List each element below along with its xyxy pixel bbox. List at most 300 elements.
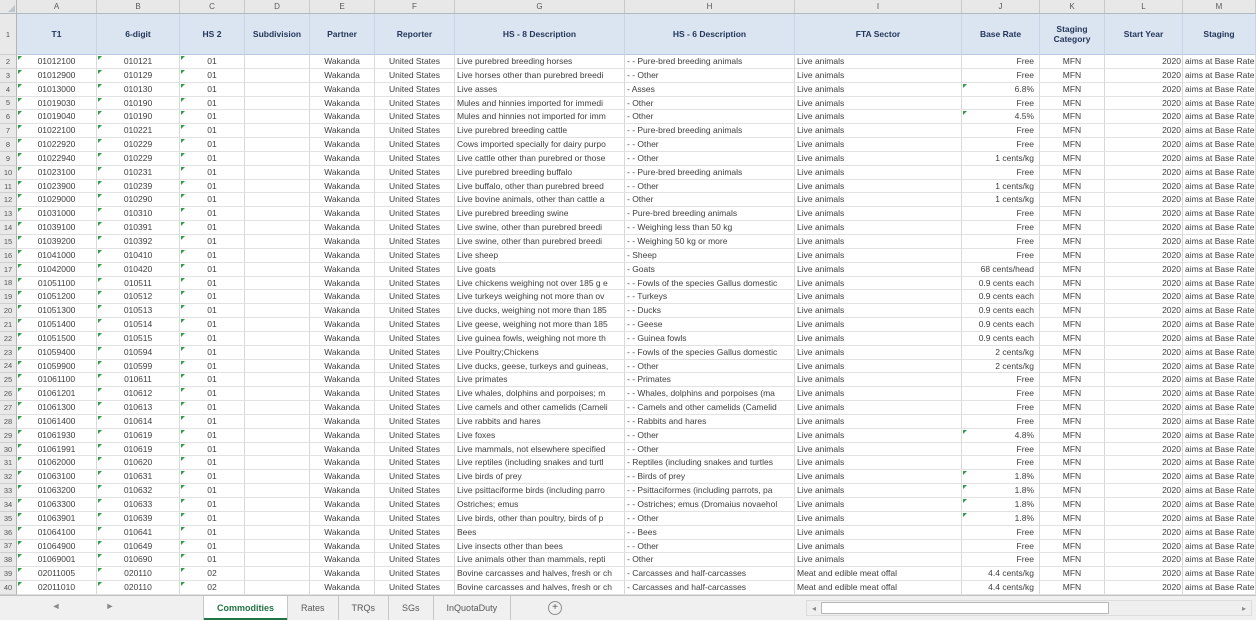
cell-hs2[interactable]: 01 bbox=[180, 124, 245, 138]
cell-start-year[interactable]: 2020 bbox=[1105, 567, 1183, 581]
column-header-D[interactable]: D bbox=[245, 0, 310, 13]
cell-staging-category[interactable]: MFN bbox=[1040, 152, 1105, 166]
cell-base-rate[interactable]: 1 cents/kg bbox=[962, 152, 1040, 166]
cell-6digit[interactable]: 010410 bbox=[97, 249, 180, 263]
cell-fta-sector[interactable]: Live animals bbox=[795, 207, 962, 221]
row-header-29[interactable]: 29 bbox=[0, 429, 17, 443]
cell-staging-category[interactable]: MFN bbox=[1040, 277, 1105, 291]
cell-staging[interactable]: aims at Base Rate bbox=[1183, 152, 1256, 166]
cell-t1[interactable]: 01061100 bbox=[17, 373, 97, 387]
cell-hs2[interactable]: 01 bbox=[180, 318, 245, 332]
cell-6digit[interactable]: 010612 bbox=[97, 387, 180, 401]
cell-start-year[interactable]: 2020 bbox=[1105, 304, 1183, 318]
cell-staging[interactable]: aims at Base Rate bbox=[1183, 221, 1256, 235]
cell-hs6-description[interactable]: - - Primates bbox=[625, 373, 795, 387]
cell-6digit[interactable]: 010310 bbox=[97, 207, 180, 221]
cell-partner[interactable]: Wakanda bbox=[310, 193, 375, 207]
cell-subdivision[interactable] bbox=[245, 346, 310, 360]
cell-subdivision[interactable] bbox=[245, 387, 310, 401]
cell-base-rate[interactable]: Free bbox=[962, 69, 1040, 83]
cell-hs6-description[interactable]: - Other bbox=[625, 110, 795, 124]
cell-fta-sector[interactable]: Live animals bbox=[795, 498, 962, 512]
cell-staging-category[interactable]: MFN bbox=[1040, 166, 1105, 180]
cell-hs2[interactable]: 02 bbox=[180, 581, 245, 595]
cell-subdivision[interactable] bbox=[245, 567, 310, 581]
cell-reporter[interactable]: United States bbox=[375, 55, 455, 69]
cell-reporter[interactable]: United States bbox=[375, 124, 455, 138]
cell-t1[interactable]: 01023900 bbox=[17, 180, 97, 194]
cell-base-rate[interactable]: Free bbox=[962, 540, 1040, 554]
cell-staging-category[interactable]: MFN bbox=[1040, 290, 1105, 304]
cell-fta-sector[interactable]: Live animals bbox=[795, 290, 962, 304]
cell-staging-category[interactable]: MFN bbox=[1040, 540, 1105, 554]
cell-hs2[interactable]: 01 bbox=[180, 207, 245, 221]
row-header-40[interactable]: 40 bbox=[0, 581, 17, 595]
cell-hs6-description[interactable]: - Goats bbox=[625, 263, 795, 277]
cell-t1[interactable]: 01042000 bbox=[17, 263, 97, 277]
cell-subdivision[interactable] bbox=[245, 152, 310, 166]
cell-hs2[interactable]: 01 bbox=[180, 69, 245, 83]
cell-t1[interactable]: 01012100 bbox=[17, 55, 97, 69]
cell-hs2[interactable]: 01 bbox=[180, 415, 245, 429]
cell-staging[interactable]: aims at Base Rate bbox=[1183, 138, 1256, 152]
cell-base-rate[interactable]: 1.8% bbox=[962, 470, 1040, 484]
cell-start-year[interactable]: 2020 bbox=[1105, 540, 1183, 554]
cell-subdivision[interactable] bbox=[245, 138, 310, 152]
cell-reporter[interactable]: United States bbox=[375, 180, 455, 194]
cell-partner[interactable]: Wakanda bbox=[310, 470, 375, 484]
cell-reporter[interactable]: United States bbox=[375, 304, 455, 318]
cell-partner[interactable]: Wakanda bbox=[310, 456, 375, 470]
cell-hs8-description[interactable]: Live horses other than purebred breedi bbox=[455, 69, 625, 83]
cell-hs2[interactable]: 01 bbox=[180, 373, 245, 387]
cell-hs2[interactable]: 01 bbox=[180, 332, 245, 346]
cell-staging-category[interactable]: MFN bbox=[1040, 138, 1105, 152]
cell-subdivision[interactable] bbox=[245, 180, 310, 194]
cell-staging[interactable]: aims at Base Rate bbox=[1183, 55, 1256, 69]
cell-staging-category[interactable]: MFN bbox=[1040, 235, 1105, 249]
cell-subdivision[interactable] bbox=[245, 401, 310, 415]
cell-6digit[interactable]: 010633 bbox=[97, 498, 180, 512]
header-6digit[interactable]: 6-digit bbox=[97, 14, 180, 55]
cell-base-rate[interactable]: 6.8% bbox=[962, 83, 1040, 97]
cell-hs8-description[interactable]: Live insects other than bees bbox=[455, 540, 625, 554]
cell-staging-category[interactable]: MFN bbox=[1040, 512, 1105, 526]
cell-staging[interactable]: aims at Base Rate bbox=[1183, 567, 1256, 581]
cell-staging[interactable]: aims at Base Rate bbox=[1183, 373, 1256, 387]
cell-staging[interactable]: aims at Base Rate bbox=[1183, 180, 1256, 194]
cell-t1[interactable]: 01022920 bbox=[17, 138, 97, 152]
cell-hs8-description[interactable]: Live chickens weighing not over 185 g e bbox=[455, 277, 625, 291]
cell-subdivision[interactable] bbox=[245, 429, 310, 443]
cell-base-rate[interactable]: Free bbox=[962, 221, 1040, 235]
cell-fta-sector[interactable]: Live animals bbox=[795, 443, 962, 457]
cell-subdivision[interactable] bbox=[245, 193, 310, 207]
cell-t1[interactable]: 01064900 bbox=[17, 540, 97, 554]
cell-hs8-description[interactable]: Mules and hinnies not imported for imm bbox=[455, 110, 625, 124]
cell-reporter[interactable]: United States bbox=[375, 498, 455, 512]
new-sheet-button[interactable]: + bbox=[548, 601, 562, 615]
cell-t1[interactable]: 02011010 bbox=[17, 581, 97, 595]
row-header-30[interactable]: 30 bbox=[0, 443, 17, 457]
cell-fta-sector[interactable]: Live animals bbox=[795, 470, 962, 484]
cell-partner[interactable]: Wakanda bbox=[310, 166, 375, 180]
cell-reporter[interactable]: United States bbox=[375, 387, 455, 401]
cell-fta-sector[interactable]: Live animals bbox=[795, 512, 962, 526]
cell-partner[interactable]: Wakanda bbox=[310, 581, 375, 595]
cell-start-year[interactable]: 2020 bbox=[1105, 166, 1183, 180]
cell-reporter[interactable]: United States bbox=[375, 207, 455, 221]
cell-base-rate[interactable]: Free bbox=[962, 373, 1040, 387]
cell-partner[interactable]: Wakanda bbox=[310, 526, 375, 540]
row-header-28[interactable]: 28 bbox=[0, 415, 17, 429]
cell-base-rate[interactable]: 68 cents/head bbox=[962, 263, 1040, 277]
cell-fta-sector[interactable]: Live animals bbox=[795, 138, 962, 152]
cell-t1[interactable]: 01064100 bbox=[17, 526, 97, 540]
sheet-tab-commodities[interactable]: Commodities bbox=[203, 596, 288, 620]
cell-t1[interactable]: 01059400 bbox=[17, 346, 97, 360]
header-fta-sector[interactable]: FTA Sector bbox=[795, 14, 962, 55]
cell-fta-sector[interactable]: Live animals bbox=[795, 110, 962, 124]
cell-fta-sector[interactable]: Live animals bbox=[795, 304, 962, 318]
header-t1[interactable]: T1 bbox=[17, 14, 97, 55]
cell-partner[interactable]: Wakanda bbox=[310, 235, 375, 249]
cell-staging-category[interactable]: MFN bbox=[1040, 484, 1105, 498]
cell-start-year[interactable]: 2020 bbox=[1105, 110, 1183, 124]
cell-staging[interactable]: aims at Base Rate bbox=[1183, 332, 1256, 346]
cell-start-year[interactable]: 2020 bbox=[1105, 484, 1183, 498]
cell-reporter[interactable]: United States bbox=[375, 166, 455, 180]
cell-hs6-description[interactable]: - Carcasses and half-carcasses bbox=[625, 581, 795, 595]
cell-hs8-description[interactable]: Live ducks, geese, turkeys and guineas, bbox=[455, 360, 625, 374]
sheet-tab-inquotaduty[interactable]: InQuotaDuty bbox=[434, 596, 512, 620]
cell-hs2[interactable]: 01 bbox=[180, 83, 245, 97]
cell-staging-category[interactable]: MFN bbox=[1040, 180, 1105, 194]
cell-start-year[interactable]: 2020 bbox=[1105, 277, 1183, 291]
cell-hs6-description[interactable]: - - Pure-bred breeding animals bbox=[625, 166, 795, 180]
cell-hs2[interactable]: 01 bbox=[180, 263, 245, 277]
cell-hs8-description[interactable]: Bees bbox=[455, 526, 625, 540]
cell-hs6-description[interactable]: - - Pure-bred breeding animals bbox=[625, 124, 795, 138]
cell-staging-category[interactable]: MFN bbox=[1040, 69, 1105, 83]
cell-staging-category[interactable]: MFN bbox=[1040, 193, 1105, 207]
row-header-20[interactable]: 20 bbox=[0, 304, 17, 318]
row-header-8[interactable]: 8 bbox=[0, 138, 17, 152]
cell-hs2[interactable]: 01 bbox=[180, 553, 245, 567]
cell-6digit[interactable]: 010611 bbox=[97, 373, 180, 387]
column-header-J[interactable]: J bbox=[962, 0, 1040, 13]
cell-hs6-description[interactable]: - Other bbox=[625, 553, 795, 567]
cell-reporter[interactable]: United States bbox=[375, 249, 455, 263]
cell-staging-category[interactable]: MFN bbox=[1040, 581, 1105, 595]
cell-hs6-description[interactable]: - - Ducks bbox=[625, 304, 795, 318]
row-header-1[interactable]: 1 bbox=[0, 14, 17, 55]
row-header-37[interactable]: 37 bbox=[0, 540, 17, 554]
row-header-7[interactable]: 7 bbox=[0, 124, 17, 138]
sheet-nav-left-icon[interactable]: ◄ bbox=[51, 601, 61, 611]
cell-6digit[interactable]: 010514 bbox=[97, 318, 180, 332]
header-subdivision[interactable]: Subdivision bbox=[245, 14, 310, 55]
cell-base-rate[interactable]: Free bbox=[962, 387, 1040, 401]
cell-start-year[interactable]: 2020 bbox=[1105, 235, 1183, 249]
cell-fta-sector[interactable]: Meat and edible meat offal bbox=[795, 581, 962, 595]
cell-subdivision[interactable] bbox=[245, 290, 310, 304]
cell-fta-sector[interactable]: Live animals bbox=[795, 263, 962, 277]
cell-base-rate[interactable]: 1.8% bbox=[962, 498, 1040, 512]
cell-hs6-description[interactable]: - - Whales, dolphins and porpoises (ma bbox=[625, 387, 795, 401]
cell-reporter[interactable]: United States bbox=[375, 235, 455, 249]
cell-hs8-description[interactable]: Live purebred breeding swine bbox=[455, 207, 625, 221]
cell-staging[interactable]: aims at Base Rate bbox=[1183, 346, 1256, 360]
cell-t1[interactable]: 01051500 bbox=[17, 332, 97, 346]
cell-staging[interactable]: aims at Base Rate bbox=[1183, 553, 1256, 567]
cell-reporter[interactable]: United States bbox=[375, 110, 455, 124]
cell-partner[interactable]: Wakanda bbox=[310, 97, 375, 111]
column-header-A[interactable]: A bbox=[17, 0, 97, 13]
cell-staging-category[interactable]: MFN bbox=[1040, 456, 1105, 470]
cell-hs6-description[interactable]: - - Other bbox=[625, 429, 795, 443]
row-header-5[interactable]: 5 bbox=[0, 97, 17, 111]
cell-start-year[interactable]: 2020 bbox=[1105, 55, 1183, 69]
cell-reporter[interactable]: United States bbox=[375, 456, 455, 470]
cell-staging-category[interactable]: MFN bbox=[1040, 110, 1105, 124]
cell-6digit[interactable]: 010515 bbox=[97, 332, 180, 346]
cell-partner[interactable]: Wakanda bbox=[310, 512, 375, 526]
cell-hs8-description[interactable]: Live purebred breeding cattle bbox=[455, 124, 625, 138]
cell-start-year[interactable]: 2020 bbox=[1105, 512, 1183, 526]
cell-reporter[interactable]: United States bbox=[375, 263, 455, 277]
cell-hs8-description[interactable]: Live buffalo, other than purebred breed bbox=[455, 180, 625, 194]
cell-staging[interactable]: aims at Base Rate bbox=[1183, 443, 1256, 457]
cell-t1[interactable]: 02011005 bbox=[17, 567, 97, 581]
cell-base-rate[interactable]: 4.8% bbox=[962, 429, 1040, 443]
cell-staging[interactable]: aims at Base Rate bbox=[1183, 97, 1256, 111]
cell-6digit[interactable]: 010130 bbox=[97, 83, 180, 97]
cell-start-year[interactable]: 2020 bbox=[1105, 401, 1183, 415]
cell-hs2[interactable]: 01 bbox=[180, 360, 245, 374]
cell-staging[interactable]: aims at Base Rate bbox=[1183, 484, 1256, 498]
cell-start-year[interactable]: 2020 bbox=[1105, 470, 1183, 484]
cell-6digit[interactable]: 020110 bbox=[97, 581, 180, 595]
cell-fta-sector[interactable]: Live animals bbox=[795, 97, 962, 111]
cell-fta-sector[interactable]: Live animals bbox=[795, 83, 962, 97]
cell-base-rate[interactable]: Free bbox=[962, 207, 1040, 221]
cell-hs8-description[interactable]: Live whales, dolphins and porpoises; m bbox=[455, 387, 625, 401]
header-partner[interactable]: Partner bbox=[310, 14, 375, 55]
cell-staging-category[interactable]: MFN bbox=[1040, 346, 1105, 360]
cell-staging-category[interactable]: MFN bbox=[1040, 443, 1105, 457]
cell-6digit[interactable]: 010632 bbox=[97, 484, 180, 498]
cell-hs6-description[interactable]: - Carcasses and half-carcasses bbox=[625, 567, 795, 581]
cell-6digit[interactable]: 010392 bbox=[97, 235, 180, 249]
cell-staging-category[interactable]: MFN bbox=[1040, 401, 1105, 415]
cell-6digit[interactable]: 010190 bbox=[97, 110, 180, 124]
cell-staging[interactable]: aims at Base Rate bbox=[1183, 540, 1256, 554]
cell-hs6-description[interactable]: - Other bbox=[625, 97, 795, 111]
cell-reporter[interactable]: United States bbox=[375, 69, 455, 83]
cell-fta-sector[interactable]: Live animals bbox=[795, 456, 962, 470]
cell-subdivision[interactable] bbox=[245, 470, 310, 484]
row-header-9[interactable]: 9 bbox=[0, 152, 17, 166]
cell-reporter[interactable]: United States bbox=[375, 553, 455, 567]
row-header-23[interactable]: 23 bbox=[0, 346, 17, 360]
cell-t1[interactable]: 01012900 bbox=[17, 69, 97, 83]
cell-hs6-description[interactable]: - - Other bbox=[625, 443, 795, 457]
cell-staging-category[interactable]: MFN bbox=[1040, 498, 1105, 512]
cell-hs8-description[interactable]: Live mammals, not elsewhere specified bbox=[455, 443, 625, 457]
cell-t1[interactable]: 01063901 bbox=[17, 512, 97, 526]
cell-hs6-description[interactable]: - - Bees bbox=[625, 526, 795, 540]
cell-hs8-description[interactable]: Live reptiles (including snakes and turtl bbox=[455, 456, 625, 470]
cell-reporter[interactable]: United States bbox=[375, 290, 455, 304]
cell-hs8-description[interactable]: Live goats bbox=[455, 263, 625, 277]
header-hs2[interactable]: HS 2 bbox=[180, 14, 245, 55]
cell-start-year[interactable]: 2020 bbox=[1105, 581, 1183, 595]
row-header-31[interactable]: 31 bbox=[0, 456, 17, 470]
cell-reporter[interactable]: United States bbox=[375, 332, 455, 346]
cell-fta-sector[interactable]: Live animals bbox=[795, 249, 962, 263]
cell-t1[interactable]: 01022100 bbox=[17, 124, 97, 138]
cell-partner[interactable]: Wakanda bbox=[310, 553, 375, 567]
cell-base-rate[interactable]: 1.8% bbox=[962, 512, 1040, 526]
cell-fta-sector[interactable]: Live animals bbox=[795, 69, 962, 83]
cell-staging-category[interactable]: MFN bbox=[1040, 124, 1105, 138]
cell-staging-category[interactable]: MFN bbox=[1040, 207, 1105, 221]
column-header-G[interactable]: G bbox=[455, 0, 625, 13]
cell-partner[interactable]: Wakanda bbox=[310, 346, 375, 360]
cell-hs8-description[interactable]: Live bovine animals, other than cattle a bbox=[455, 193, 625, 207]
cell-base-rate[interactable]: 0.9 cents each bbox=[962, 318, 1040, 332]
row-header-2[interactable]: 2 bbox=[0, 55, 17, 69]
cell-partner[interactable]: Wakanda bbox=[310, 263, 375, 277]
row-header-27[interactable]: 27 bbox=[0, 401, 17, 415]
cell-base-rate[interactable]: Free bbox=[962, 553, 1040, 567]
cell-6digit[interactable]: 010231 bbox=[97, 166, 180, 180]
header-staging-category[interactable]: Staging Category bbox=[1040, 14, 1105, 55]
row-header-6[interactable]: 6 bbox=[0, 110, 17, 124]
cell-staging-category[interactable]: MFN bbox=[1040, 97, 1105, 111]
row-header-12[interactable]: 12 bbox=[0, 193, 17, 207]
cell-staging[interactable]: aims at Base Rate bbox=[1183, 83, 1256, 97]
cell-partner[interactable]: Wakanda bbox=[310, 221, 375, 235]
cell-hs2[interactable]: 01 bbox=[180, 429, 245, 443]
sheet-nav-right-icon[interactable]: ► bbox=[105, 601, 115, 611]
cell-hs6-description[interactable]: - - Birds of prey bbox=[625, 470, 795, 484]
cell-fta-sector[interactable]: Live animals bbox=[795, 193, 962, 207]
cell-6digit[interactable]: 010129 bbox=[97, 69, 180, 83]
cell-reporter[interactable]: United States bbox=[375, 401, 455, 415]
row-header-18[interactable]: 18 bbox=[0, 277, 17, 291]
cell-partner[interactable]: Wakanda bbox=[310, 138, 375, 152]
cell-partner[interactable]: Wakanda bbox=[310, 290, 375, 304]
cell-6digit[interactable]: 010620 bbox=[97, 456, 180, 470]
cell-staging-category[interactable]: MFN bbox=[1040, 318, 1105, 332]
cell-start-year[interactable]: 2020 bbox=[1105, 360, 1183, 374]
cell-6digit[interactable]: 010121 bbox=[97, 55, 180, 69]
cell-start-year[interactable]: 2020 bbox=[1105, 263, 1183, 277]
cell-partner[interactable]: Wakanda bbox=[310, 318, 375, 332]
cell-hs2[interactable]: 01 bbox=[180, 249, 245, 263]
row-header-19[interactable]: 19 bbox=[0, 290, 17, 304]
cell-staging[interactable]: aims at Base Rate bbox=[1183, 263, 1256, 277]
cell-reporter[interactable]: United States bbox=[375, 484, 455, 498]
cell-base-rate[interactable]: Free bbox=[962, 55, 1040, 69]
cell-hs8-description[interactable]: Live turkeys weighing not more than ov bbox=[455, 290, 625, 304]
cell-hs6-description[interactable]: - - Pure-bred breeding animals bbox=[625, 55, 795, 69]
cell-hs2[interactable]: 01 bbox=[180, 221, 245, 235]
cell-staging[interactable]: aims at Base Rate bbox=[1183, 318, 1256, 332]
cell-staging[interactable]: aims at Base Rate bbox=[1183, 69, 1256, 83]
cell-t1[interactable]: 01051400 bbox=[17, 318, 97, 332]
cell-reporter[interactable]: United States bbox=[375, 470, 455, 484]
cell-t1[interactable]: 01069001 bbox=[17, 553, 97, 567]
cell-reporter[interactable]: United States bbox=[375, 415, 455, 429]
cell-6digit[interactable]: 010619 bbox=[97, 443, 180, 457]
cell-base-rate[interactable]: Free bbox=[962, 138, 1040, 152]
cell-start-year[interactable]: 2020 bbox=[1105, 249, 1183, 263]
cell-hs6-description[interactable]: - - Camels and other camelids (Camelid bbox=[625, 401, 795, 415]
cell-start-year[interactable]: 2020 bbox=[1105, 443, 1183, 457]
cell-base-rate[interactable]: 4.4 cents/kg bbox=[962, 567, 1040, 581]
cell-reporter[interactable]: United States bbox=[375, 221, 455, 235]
cell-staging-category[interactable]: MFN bbox=[1040, 373, 1105, 387]
cell-subdivision[interactable] bbox=[245, 83, 310, 97]
cell-staging[interactable]: aims at Base Rate bbox=[1183, 249, 1256, 263]
row-header-25[interactable]: 25 bbox=[0, 373, 17, 387]
cell-fta-sector[interactable]: Live animals bbox=[795, 360, 962, 374]
cell-hs6-description[interactable]: - - Other bbox=[625, 180, 795, 194]
cell-hs6-description[interactable]: - Pure-bred breeding animals bbox=[625, 207, 795, 221]
cell-subdivision[interactable] bbox=[245, 318, 310, 332]
cell-start-year[interactable]: 2020 bbox=[1105, 193, 1183, 207]
cell-hs2[interactable]: 01 bbox=[180, 277, 245, 291]
column-header-L[interactable]: L bbox=[1105, 0, 1183, 13]
cell-hs6-description[interactable]: - Other bbox=[625, 193, 795, 207]
cell-base-rate[interactable]: 2 cents/kg bbox=[962, 346, 1040, 360]
row-header-26[interactable]: 26 bbox=[0, 387, 17, 401]
cell-hs8-description[interactable]: Live birds, other than poultry, birds of p bbox=[455, 512, 625, 526]
cell-fta-sector[interactable]: Live animals bbox=[795, 166, 962, 180]
cell-6digit[interactable]: 010229 bbox=[97, 152, 180, 166]
cell-reporter[interactable]: United States bbox=[375, 360, 455, 374]
cell-staging-category[interactable]: MFN bbox=[1040, 567, 1105, 581]
cell-fta-sector[interactable]: Live animals bbox=[795, 526, 962, 540]
cell-subdivision[interactable] bbox=[245, 553, 310, 567]
scrollbar-thumb[interactable] bbox=[821, 602, 1109, 614]
cell-t1[interactable]: 01063200 bbox=[17, 484, 97, 498]
row-header-13[interactable]: 13 bbox=[0, 207, 17, 221]
cell-hs2[interactable]: 01 bbox=[180, 235, 245, 249]
cell-hs2[interactable]: 01 bbox=[180, 55, 245, 69]
cell-staging[interactable]: aims at Base Rate bbox=[1183, 360, 1256, 374]
cell-staging[interactable]: aims at Base Rate bbox=[1183, 470, 1256, 484]
cell-start-year[interactable]: 2020 bbox=[1105, 387, 1183, 401]
cell-start-year[interactable]: 2020 bbox=[1105, 124, 1183, 138]
cell-reporter[interactable]: United States bbox=[375, 346, 455, 360]
cell-hs2[interactable]: 01 bbox=[180, 193, 245, 207]
cell-staging-category[interactable]: MFN bbox=[1040, 83, 1105, 97]
cell-6digit[interactable]: 010641 bbox=[97, 526, 180, 540]
cell-subdivision[interactable] bbox=[245, 221, 310, 235]
cell-partner[interactable]: Wakanda bbox=[310, 484, 375, 498]
cell-hs8-description[interactable]: Live guinea fowls, weighing not more th bbox=[455, 332, 625, 346]
cell-partner[interactable]: Wakanda bbox=[310, 498, 375, 512]
cell-start-year[interactable]: 2020 bbox=[1105, 498, 1183, 512]
cell-start-year[interactable]: 2020 bbox=[1105, 332, 1183, 346]
cell-reporter[interactable]: United States bbox=[375, 373, 455, 387]
cell-subdivision[interactable] bbox=[245, 97, 310, 111]
cell-base-rate[interactable]: Free bbox=[962, 166, 1040, 180]
